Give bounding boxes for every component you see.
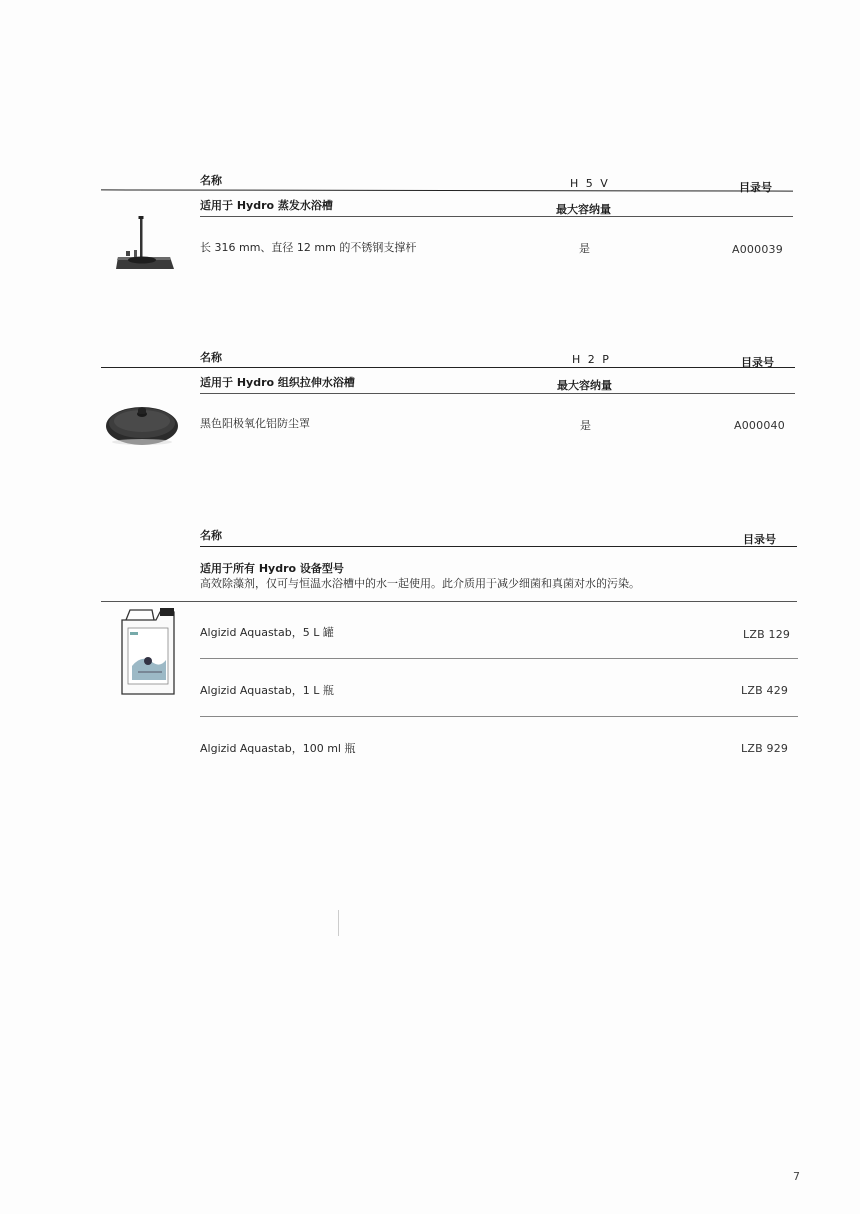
row-divider [200,716,798,717]
row-divider [200,658,798,659]
model-header: H 2 P [572,353,611,366]
subheader-rule [101,601,797,602]
list-item-description: Algizid Aquastab，1 L 瓶 [200,684,334,697]
subheader-rule [200,393,795,394]
item-description: 长 316 mm、直径 12 mm 的不锈钢支撑杆 [200,241,417,254]
list-item-catalog-number: LZB 429 [741,684,789,697]
list-item-description: Algizid Aquastab，5 L 罐 [200,626,334,639]
page-number: 7 [793,1170,800,1183]
section-subtitle: 适用于 Hydro 组织拉伸水浴槽 [200,376,355,389]
name-header: 名称 [200,351,222,364]
support-rod-image [112,214,178,274]
model-header: H 5 V [570,177,610,190]
catalog-header: 目录号 [741,356,774,369]
name-header: 名称 [200,529,222,542]
list-item-description: Algizid Aquastab，100 ml 瓶 [200,742,356,755]
section-description: 高效除藻剂，仅可与恒温水浴槽中的水一起使用。此介质用于减少细菌和真菌对水的污染。 [200,577,640,590]
list-item-catalog-number: LZB 129 [743,628,791,641]
list-item-catalog-number: LZB 929 [741,742,789,755]
subheader-rule [200,216,793,217]
item-capacity: 是 [580,419,591,432]
header-rule [200,546,797,547]
item-catalog-number: A000040 [734,419,785,432]
catalog-header: 目录号 [743,533,776,546]
header-rule [101,189,793,191]
capacity-header: 最大容纳量 [557,379,612,392]
catalog-header: 目录号 [739,181,772,194]
canister-image [116,606,180,698]
dust-cover-image [104,396,182,452]
section-subtitle: 适用于 Hydro 蒸发水浴槽 [200,199,333,212]
capacity-header: 最大容纳量 [556,203,611,216]
item-catalog-number: A000039 [732,243,783,256]
header-rule [101,367,795,368]
section-subtitle: 适用于所有 Hydro 设备型号 [200,562,344,575]
item-description: 黑色阳极氧化铝防尘罩 [200,417,310,430]
scan-mark [338,910,339,936]
name-header: 名称 [200,174,222,187]
item-capacity: 是 [579,242,590,255]
